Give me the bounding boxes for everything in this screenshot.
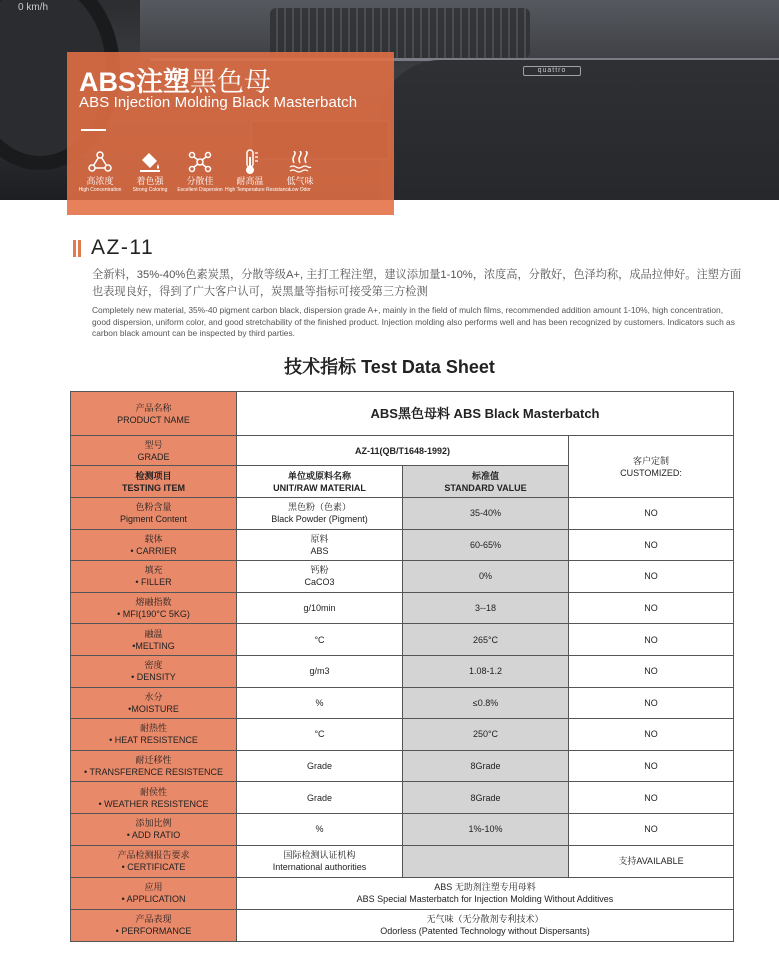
hero-title-cn-bold: ABS注塑 [79, 67, 191, 97]
label-cn: 产品名称 [135, 402, 172, 413]
header-en: TESTING ITEM [122, 482, 185, 493]
customized-cell: NO [569, 687, 734, 719]
item-label-cn: 熔融指数 [135, 597, 172, 608]
item-label-en: • CARRIER [130, 545, 177, 556]
molecule-icon [75, 148, 125, 176]
unit-en: g/m3 [309, 666, 330, 677]
customized-cell: NO [569, 750, 734, 782]
value-en: ABS Special Masterbatch for Injection Molding Without Additives [356, 894, 614, 905]
item-label-cn: 水分 [144, 691, 163, 702]
item-label-cn: 载体 [144, 533, 163, 544]
unit-cn: 钙粉 [310, 565, 329, 576]
feature-label-en: High Concentration [78, 187, 122, 193]
testing-item-cell [71, 592, 237, 624]
testing-item-header [71, 466, 237, 498]
unit-en: °C [314, 634, 325, 645]
item-label-en: • DENSITY [131, 672, 176, 683]
product-name-label [71, 392, 237, 436]
customized-cell: NO [569, 655, 734, 687]
unit-cell [237, 750, 403, 782]
feature-label-en: Low Odor [289, 187, 311, 193]
feature-label-cn: 耐高温 [236, 176, 264, 186]
unit-cell [237, 719, 403, 751]
application-value [237, 877, 734, 909]
customized-en: CUSTOMIZED: [620, 467, 682, 478]
item-label-cn: 色粉含量 [135, 502, 172, 513]
certificate-label [71, 845, 237, 877]
customized-cell: NO [569, 782, 734, 814]
performance-label [71, 909, 237, 941]
customized-header [569, 436, 734, 498]
label-en: PRODUCT NAME [117, 414, 190, 425]
unit-en: % [315, 824, 324, 835]
table-row [71, 750, 734, 782]
hero-title-en: ABS Injection Molding Black Masterbatch [79, 94, 358, 111]
item-label-cn: 耐侯性 [139, 786, 167, 797]
standard-value-cell: 8Grade [403, 782, 569, 814]
table-row [71, 592, 734, 624]
certificate-customized: 支持AVAILABLE [569, 845, 734, 877]
label-en: • APPLICATION [121, 894, 186, 905]
item-label-cn: 添加比例 [135, 818, 172, 829]
unit-en: Grade [306, 792, 332, 803]
table-row-performance [71, 909, 734, 941]
application-label [71, 877, 237, 909]
testing-item-cell [71, 750, 237, 782]
label-cn: 产品检测报告要求 [117, 850, 190, 861]
item-label-en: • HEAT RESISTENCE [109, 735, 198, 746]
item-label-cn: 耐迁移性 [135, 755, 172, 766]
testing-item-cell [71, 655, 237, 687]
unit-cell [237, 498, 403, 530]
thermometer-icon [225, 148, 275, 176]
performance-value [237, 909, 734, 941]
unit-cell [237, 813, 403, 845]
feature-high-temperature [225, 148, 291, 193]
unit-en: °C [314, 729, 325, 740]
gauge-readout: 0 km/h [18, 2, 49, 13]
value-cn: 无气味（无分散剂专利技术） [426, 914, 544, 925]
feature-low-odor [275, 148, 325, 193]
heading-accent-bars [73, 240, 81, 257]
grade-label [71, 436, 237, 466]
feature-label-en: Excellent Dispersion [177, 187, 223, 193]
standard-value-cell: 0% [403, 561, 569, 593]
item-label-cn: 融温 [144, 628, 163, 639]
unit-cell [237, 624, 403, 656]
hero-divider [81, 129, 106, 131]
unit-en: International authorities [272, 862, 367, 873]
customized-cell: NO [569, 719, 734, 751]
header-en: STANDARD VALUE [444, 482, 527, 493]
dashboard-vent [270, 8, 530, 58]
testing-item-cell [71, 687, 237, 719]
sheet-title: 技术指标 Test Data Sheet [284, 357, 495, 377]
unit-cell [237, 655, 403, 687]
testing-item-cell [71, 782, 237, 814]
header-cn: 检测项目 [135, 470, 172, 481]
testing-item-cell [71, 529, 237, 561]
feature-list [75, 148, 325, 213]
customized-cell: NO [569, 592, 734, 624]
unit-cell [237, 592, 403, 624]
certificate-standard [403, 845, 569, 877]
customized-cell: NO [569, 813, 734, 845]
table-row [71, 719, 734, 751]
value-cn: ABS 无助剂注塑专用母料 [434, 882, 536, 893]
unit-cell [237, 561, 403, 593]
standard-value-cell: 265°C [403, 624, 569, 656]
feature-strong-coloring [125, 148, 175, 193]
feature-label-en: Strong Coloring [132, 187, 168, 193]
hero-title-box [67, 52, 394, 215]
testing-item-cell [71, 498, 237, 530]
unit-cn: 国际检测认证机构 [283, 850, 356, 861]
item-label-en: •MELTING [132, 640, 175, 651]
car-badge: quattro [523, 66, 581, 76]
unit-en: ABS [310, 545, 329, 556]
item-label-en: • MFI(190°C 5KG) [117, 609, 190, 620]
item-label-en: • TRANSFERENCE RESISTENCE [83, 767, 223, 778]
feature-label-cn: 分散佳 [186, 176, 214, 186]
value-en: Odorless (Patented Technology without Dispersants) [380, 926, 590, 937]
unit-en: Black Powder (Pigment) [271, 514, 368, 525]
table-row [71, 782, 734, 814]
item-label-en: • ADD RATIO [126, 830, 181, 841]
testing-item-cell [71, 813, 237, 845]
unit-en: CaCO3 [304, 577, 335, 588]
table-row [71, 529, 734, 561]
feature-label-cn: 着色强 [136, 176, 164, 186]
item-label-en: • FILLER [135, 577, 172, 588]
hero-title-cn-light: 黑色母 [190, 67, 272, 97]
table-row-grade [71, 436, 734, 466]
label-cn: 应用 [144, 882, 163, 893]
unit-cell [237, 529, 403, 561]
low-odor-icon [275, 148, 325, 176]
item-label-cn: 耐热性 [139, 723, 167, 734]
table-row [71, 498, 734, 530]
standard-value-cell: 60-65% [403, 529, 569, 561]
dispersion-icon [175, 148, 225, 176]
unit-cell [237, 687, 403, 719]
item-label-cn: 填充 [144, 565, 163, 576]
description-cn: 全新料，35%-40%色素炭黑，分散等级A+, 主打工程注塑，建议添加量1-10%，浓度高，分散好，色泽均称，成品拉伸好。注塑方面也表现良好，得到了广大客户认可，炭黑量等指标可接受第三方检测 [92, 269, 742, 298]
standard-value-cell: 1.08-1.2 [403, 655, 569, 687]
test-data-table [70, 391, 734, 942]
customized-cell: NO [569, 498, 734, 530]
table-row [71, 561, 734, 593]
standard-value-cell: 1%-10% [403, 813, 569, 845]
standard-value-header [403, 466, 569, 498]
feature-label-en: High Temperature Resistance [225, 187, 291, 193]
certificate-unit [237, 845, 403, 877]
table-row-product-name [71, 392, 734, 436]
table-body [71, 498, 734, 846]
header-en: UNIT/RAW MATERIAL [273, 482, 366, 493]
table-row [71, 687, 734, 719]
table-row [71, 813, 734, 845]
testing-item-cell [71, 561, 237, 593]
feature-high-concentration [75, 148, 125, 193]
testing-item-cell [71, 719, 237, 751]
table-row [71, 624, 734, 656]
feature-label-cn: 低气味 [286, 176, 314, 186]
customized-cell: NO [569, 624, 734, 656]
table-row [71, 655, 734, 687]
unit-cn: 原料 [310, 533, 329, 544]
label-en: • PERFORMANCE [115, 926, 192, 937]
item-label-cn: 密度 [144, 660, 163, 671]
table-row-application [71, 877, 734, 909]
feature-excellent-dispersion [175, 148, 225, 193]
product-code-heading [73, 236, 154, 260]
unit-en: % [315, 697, 324, 708]
header-cn: 单位或原料名称 [287, 470, 351, 481]
testing-item-cell [71, 624, 237, 656]
standard-value-cell: 8Grade [403, 750, 569, 782]
standard-value-cell: 3--18 [403, 592, 569, 624]
customized-cn: 客户定制 [632, 455, 669, 466]
label-en: GRADE [137, 451, 170, 462]
product-code: AZ-11 [91, 236, 155, 259]
unit-header [237, 466, 403, 498]
standard-value-cell: ≤0.8% [403, 687, 569, 719]
unit-cell [237, 782, 403, 814]
unit-cn: 黑色粉（色素） [287, 502, 351, 513]
label-en: • CERTIFICATE [121, 862, 186, 873]
product-name-value: ABS黑色母料 ABS Black Masterbatch [237, 392, 734, 436]
standard-value-cell: 250°C [403, 719, 569, 751]
unit-en: g/10min [303, 603, 336, 614]
paint-bucket-icon [125, 148, 175, 176]
feature-label-cn: 高浓度 [86, 176, 114, 186]
unit-en: Grade [306, 761, 332, 772]
header-cn: 标准值 [471, 470, 499, 481]
grade-value: AZ-11(QB/T1648-1992) [237, 436, 569, 466]
customized-cell: NO [569, 561, 734, 593]
item-label-en: • WEATHER RESISTENCE [98, 798, 209, 809]
item-label-en: •MOISTURE [128, 703, 179, 714]
label-cn: 型号 [144, 439, 163, 450]
label-cn: 产品表现 [135, 914, 172, 925]
customized-cell: NO [569, 529, 734, 561]
item-label-en: Pigment Content [119, 514, 188, 525]
dashboard-panel [380, 60, 779, 200]
table-row-certificate [71, 845, 734, 877]
description-en: Completely new material, 35%-40 pigment carbon black, dispersion grade A+, mainly in the field of mulch films, recommended addition amount 1-10%, high concentration, good dispersion, uniform color, and good stretchability of the finished product. Injection molding also performs well and has been recognized by customers. Indicators such as carbon black amount can be inspected by third parties. [92, 305, 735, 338]
standard-value-cell: 35-40% [403, 498, 569, 530]
